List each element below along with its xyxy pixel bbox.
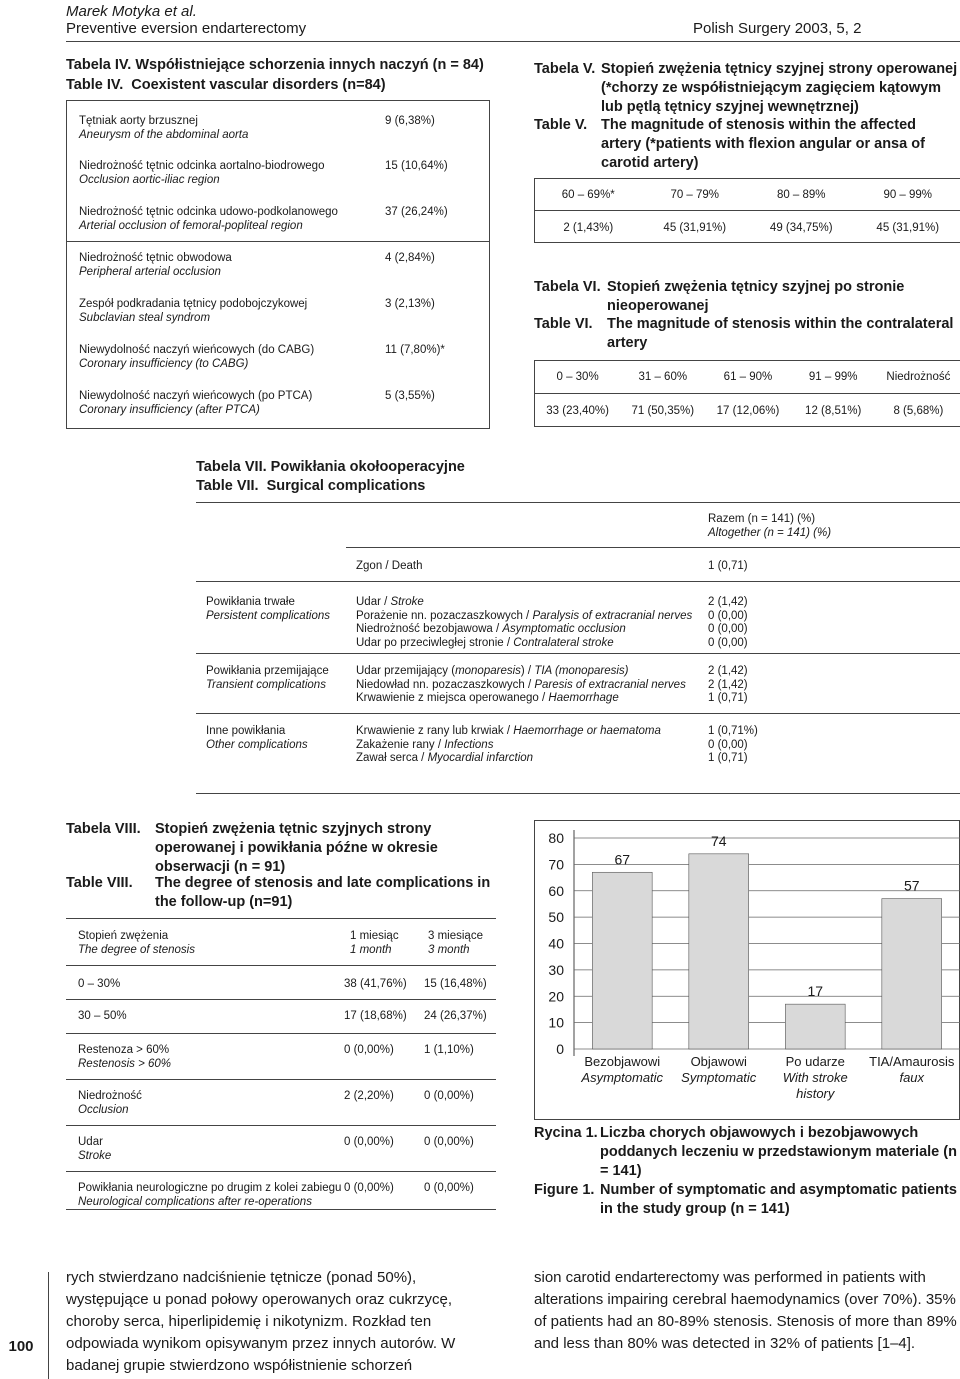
- body-text-right: sion carotid endarterectomy was performed in patients with alterations impairing cerebral haemodynamics (over 70%). 35% of patients had an 80-89% stenosis. Stenosis of more than 89% and less than 80% was detected in 32% of patients [1–4].: [534, 1269, 957, 1352]
- table8-row-label-pl: 0 – 30%: [78, 978, 121, 990]
- table4-row-label-pl: Niewydolność naczyń wieńcowych (do CABG): [79, 344, 315, 356]
- table8-col2-pl: 3 miesiące: [428, 930, 483, 942]
- table8-rule: [66, 1171, 496, 1172]
- table8-rule: [66, 999, 496, 1000]
- table7-item-value: 1 (0,71): [708, 692, 748, 704]
- table4-row-label-en: Peripheral arterial occlusion: [79, 266, 221, 278]
- table7-item-pl2: ) /: [520, 665, 535, 677]
- page-number: 100: [8, 1338, 34, 1355]
- table4-row-label-en: Arterial occlusion of femoral-popliteal region: [79, 220, 303, 232]
- table7: [196, 502, 960, 794]
- table8-row-v1: 38 (41,76%): [344, 978, 407, 990]
- table6-header-cell: 0 – 30%: [556, 371, 599, 383]
- table6-label-pl: Tabela VI.: [534, 279, 601, 295]
- table8-row-label-en: Restenosis > 60%: [78, 1058, 172, 1070]
- table8-label-pl: Tabela VIII.: [66, 821, 141, 837]
- table4-rule: [67, 241, 489, 242]
- table7-item-value: 1 (0,71): [708, 752, 748, 764]
- bar: [592, 872, 652, 1049]
- table5-label-pl: Tabela V.: [534, 61, 596, 77]
- table8-row-v2: 0 (0,00%): [424, 1090, 474, 1102]
- header-author: Marek Motyka et al.: [66, 3, 197, 20]
- table5-caption-pl: [534, 60, 960, 117]
- table4: [66, 100, 490, 429]
- table8-col1-en: 1 month: [350, 944, 392, 956]
- table7-group-label-en: Transient complications: [206, 679, 326, 691]
- table7-rule-1: [346, 547, 960, 548]
- table5-label-en: Table V.: [534, 117, 588, 133]
- table7-item-en: Paralysis of extracranial nerves: [532, 609, 693, 622]
- bar-value-label: 74: [710, 832, 727, 849]
- table5: [534, 178, 960, 243]
- table7-item-value: 2 (1,42): [708, 596, 748, 608]
- bar: [882, 899, 942, 1049]
- table6: [534, 360, 960, 427]
- table8-text-en: The degree of stenosis and late complications in the follow-up (n=91): [155, 875, 491, 910]
- header-journal: Polish Surgery 2003, 5, 2: [693, 20, 862, 37]
- table8-row-label-pl: Niedrożność: [78, 1090, 142, 1102]
- table8-row-label-en: Stroke: [78, 1150, 112, 1162]
- x-category-label-en: history: [796, 1086, 835, 1101]
- table6-text-en: The magnitude of stenosis within the contralateral artery: [607, 316, 954, 351]
- figure1-label-pl: Rycina 1.: [534, 1125, 598, 1141]
- table7-item-value: 1 (0,71%): [708, 725, 758, 737]
- y-tick-label: 50: [548, 909, 564, 926]
- bar-value-label: 17: [807, 983, 824, 1000]
- y-tick-label: 80: [548, 830, 564, 846]
- table7-item-en: Stroke: [390, 596, 424, 608]
- table5-header-cell: 70 – 79%: [670, 189, 720, 201]
- header-rule: [66, 41, 960, 42]
- table4-row-label-en: Coronary insufficiency (to CABG): [79, 358, 249, 370]
- bar: [785, 1004, 845, 1049]
- table8-row-v2: 0 (0,00%): [424, 1182, 474, 1194]
- table8-row-v2: 24 (26,37%): [424, 1010, 487, 1022]
- table7-item-value: 2 (1,42): [708, 665, 748, 677]
- table4-row-label-en: Aneurysm of the abdominal aorta: [79, 129, 249, 141]
- table6-value-cell: 8 (5,68%): [893, 405, 944, 417]
- table8-text-pl: Stopień zwężenia tętnic szyjnych strony operowanej i powikłania późne w okresie obserwacji (n = 91): [155, 821, 438, 875]
- table8-rule: [66, 1079, 496, 1080]
- table8-row-label-pl: Powikłania neurologiczne po drugim z kolei zabiegu: [78, 1182, 342, 1194]
- x-category-label-en: Symptomatic: [681, 1070, 757, 1085]
- figure1-caption-en: [534, 1181, 960, 1219]
- table4-row-value: 9 (6,38%): [385, 115, 435, 127]
- table7-item-value: 0 (0,00): [708, 609, 748, 622]
- x-category-label-pl: TIA/Amaurosis: [869, 1054, 955, 1069]
- x-category-label-pl: Bezobjawowi: [584, 1054, 661, 1069]
- y-tick-label: 70: [548, 856, 564, 873]
- table7-item-pl: Niedrożność bezobjawowa /: [356, 623, 503, 635]
- table7-group-label-pl: Powikłania trwałe: [206, 596, 295, 608]
- table7-item-pl: Niedowład nn. pozaczaszkowych /: [356, 678, 535, 691]
- table4-row-label-pl: Niedrożność tętnic obwodowa: [79, 252, 232, 264]
- table8-rule: [66, 965, 496, 966]
- table4-row-value: 11 (7,80%)*: [385, 344, 445, 356]
- table4-caption-pl: Tabela IV. Współistniejące schorzenia innych naczyń (n = 84): [66, 57, 484, 73]
- table6-label-en: Table VI.: [534, 316, 593, 332]
- table7-item: [356, 636, 614, 650]
- table6-caption-pl: [534, 278, 960, 316]
- table8-row-label-pl: 30 – 50%: [78, 1010, 127, 1022]
- table5-header-cell: 60 – 69%*: [561, 189, 615, 201]
- table8-col2-en: 3 month: [428, 944, 470, 956]
- table6-value-cell: 12 (8,51%): [805, 405, 862, 417]
- table4-row-value: 5 (3,55%): [385, 390, 435, 402]
- table7-item-pl: Zakażenie rany /: [356, 738, 445, 751]
- table8-head-en: The degree of stenosis: [78, 944, 195, 956]
- table8-row-v2: 15 (16,48%): [424, 978, 487, 990]
- table6-value-cell: 17 (12,06%): [716, 405, 780, 417]
- table6-header-cell: Niedrożność: [886, 371, 951, 383]
- x-category-label-en: faux: [899, 1070, 925, 1085]
- table4-row-value: 37 (26,24%): [385, 206, 448, 218]
- table4-row-label-en: Coronary insufficiency (after PTCA): [79, 404, 260, 416]
- table4-caption-en: Table IV. Coexistent vascular disorders (n=84): [66, 77, 386, 93]
- y-tick-label: 0: [556, 1041, 564, 1057]
- table7-item-pl: Krwawienie z miejsca operowanego /: [356, 692, 549, 704]
- table7-group-label-pl: Powikłania przemijające: [206, 665, 329, 677]
- table7-item-pl: Krwawienie z rany lub krwiak /: [356, 725, 514, 737]
- table5-text-pl: Stopień zwężenia tętnicy szyjnej strony operowanej (*chorzy ze współistniejącym zagięciem kątowym lub pętlą tętnicy szyjnej wewnętrznej): [601, 61, 958, 115]
- table5-value-cell: 49 (34,75%): [769, 222, 833, 234]
- table8-rule: [66, 1125, 496, 1126]
- table8-row-label-en: Occlusion: [78, 1104, 129, 1116]
- table8-row-v1: 0 (0,00%): [344, 1182, 394, 1194]
- table7-total-en: Altogether (n = 141) (%): [708, 527, 832, 539]
- table4-row-value: 15 (10,64%): [385, 160, 448, 172]
- table7-item-value: 0 (0,00): [708, 623, 748, 635]
- table7-item-en: Haemorrhage: [548, 692, 619, 704]
- table7-item-en: Asymptomatic occlusion: [502, 623, 626, 635]
- table7-group-label-en: Persistent complications: [206, 610, 330, 622]
- table6-divider: [535, 393, 960, 394]
- table7-item: [356, 595, 424, 609]
- table4-row-label-en: Subclavian steal syndrom: [79, 312, 211, 324]
- table7-total-pl: Razem (n = 141) (%): [708, 513, 816, 525]
- table7-item: [356, 751, 533, 765]
- table7-group-label-en: Other complications: [206, 739, 308, 751]
- page-number-rule: [48, 1272, 49, 1379]
- table8-row-label-en: Neurological complications after re-operations: [78, 1196, 312, 1208]
- table4-row-label-pl: Niewydolność naczyń wieńcowych (po PTCA): [79, 390, 313, 402]
- table7-item: [356, 609, 692, 623]
- table7-rule-2: [196, 581, 960, 582]
- table5-divider: [535, 210, 960, 211]
- table7-item-pl: Udar przemijający (: [356, 665, 456, 677]
- table7-item: [356, 622, 626, 636]
- table7-item: [356, 664, 628, 678]
- figure1-chart: [534, 820, 960, 1120]
- table7-group-rule: [196, 713, 960, 714]
- table8-row-v1: 17 (18,68%): [344, 1010, 407, 1022]
- table5-text-en: The magnitude of stenosis within the affected artery (*patients with flexion angular or ansa of carotid artery): [601, 117, 925, 171]
- table6-value-cell: 33 (23,40%): [546, 405, 609, 417]
- table6-caption-en: [534, 315, 960, 353]
- table7-item-en: Paresis of extracranial nerves: [534, 678, 686, 691]
- table4-row-value: 3 (2,13%): [385, 298, 435, 310]
- table7-death-val: 1 (0,71): [708, 560, 748, 572]
- figure1-caption-pl: [534, 1124, 960, 1181]
- table8-row-label-pl: Udar: [78, 1136, 103, 1148]
- table5-value-cell: 45 (31,91%): [663, 222, 727, 234]
- table7-group-label-pl: Inne powikłania: [206, 725, 286, 737]
- table8: [66, 918, 496, 1210]
- table8-caption-en: [66, 874, 496, 912]
- table4-row-label-pl: Tętniak aorty brzusznej: [79, 115, 198, 127]
- table5-value-cell: 45 (31,91%): [876, 222, 940, 234]
- table7-item-en: Myocardial infarction: [427, 752, 534, 764]
- table7-death-label: Zgon / Death: [356, 560, 423, 572]
- y-tick-label: 10: [548, 1014, 564, 1031]
- table8-row-v1: 0 (0,00%): [344, 1044, 394, 1056]
- table8-rule: [66, 1033, 496, 1034]
- table7-item-pl: Udar /: [356, 596, 391, 608]
- table6-value-cell: 71 (50,35%): [631, 405, 695, 417]
- bar-value-label: 57: [903, 877, 920, 894]
- header-title: Preventive eversion endarterectomy: [66, 20, 307, 37]
- table7-item-pl: Udar po przeciwległej stronie /: [356, 636, 514, 649]
- y-tick-label: 60: [548, 882, 564, 899]
- table5-caption-en: [534, 116, 960, 173]
- table7-caption-pl: Tabela VII. Powikłania okołooperacyjne: [196, 459, 465, 475]
- table8-row-v1: 0 (0,00%): [344, 1136, 394, 1148]
- table8-col1-pl: 1 miesiąc: [350, 930, 399, 942]
- table4-row-label-pl: Zespół podkradania tętnicy podobojczykowej: [79, 298, 308, 310]
- bar: [689, 854, 749, 1049]
- table6-text-pl: Stopień zwężenia tętnicy szyjnej po stronie nieoperowanej: [607, 279, 905, 314]
- table7-caption-en: Table VII. Surgical complications: [196, 478, 426, 494]
- y-tick-label: 30: [548, 961, 564, 978]
- table7-item-value: 0 (0,00): [708, 636, 748, 649]
- table7-item: [356, 691, 619, 705]
- figure1-label-en: Figure 1.: [534, 1182, 595, 1198]
- table7-item-pl: Porażenie nn. pozaczaszkowych /: [356, 609, 533, 622]
- table6-header-cell: 31 – 60%: [638, 371, 688, 383]
- table7-item-en: Haemorrhage or haematoma: [513, 725, 661, 737]
- table8-head-pl: Stopień zwężenia: [78, 930, 169, 942]
- x-category-label-en: Asymptomatic: [581, 1070, 664, 1085]
- table4-row-label-pl: Niedrożność tętnic odcinka udowo-podkolanowego: [79, 206, 338, 218]
- figure1-text-pl: Liczba chorych objawowych i bezobjawowych poddanych leczeniu w przedstawionym materiale (n = 141): [600, 1125, 957, 1179]
- table5-header-cell: 90 – 99%: [883, 189, 933, 201]
- table5-value-cell: 2 (1,43%): [563, 222, 614, 234]
- table7-item-en: monoparesis: [455, 665, 521, 677]
- table7-item-value: 2 (1,42): [708, 678, 748, 691]
- table8-row-v2: 1 (1,10%): [424, 1044, 474, 1056]
- table7-item: [356, 678, 686, 692]
- table7-item-en2: TIA (monoparesis): [534, 665, 629, 677]
- table6-header-cell: 61 – 90%: [723, 371, 773, 383]
- x-category-label-en: With stroke: [782, 1070, 848, 1085]
- body-text-left: rych stwierdzano nadciśnienie tętnicze (ponad 50%), występujące u ponad połowy operowanych oraz cukrzycę, choroby serca, hiperlipidemię i nikotynizm. Rozkład ten odpowiada wynikom opisywanym przez innych autorów. W badanej grupie stwierdzono współistnienie schorzeń: [66, 1269, 456, 1374]
- table7-item: [356, 738, 493, 752]
- x-category-label-pl: Po udarze: [785, 1054, 845, 1069]
- table8-row-v1: 2 (2,20%): [344, 1090, 394, 1102]
- table6-header-cell: 91 – 99%: [808, 371, 858, 383]
- table5-header-cell: 80 – 89%: [776, 189, 826, 201]
- table7-item: [356, 724, 661, 738]
- table8-caption-pl: [66, 820, 496, 877]
- table4-row-label-pl: Niedrożność tętnic odcinka aortalno-biodrowego: [79, 160, 325, 172]
- table8-row-label-pl: Restenoza > 60%: [78, 1044, 170, 1056]
- table4-row-value: 4 (2,84%): [385, 252, 435, 264]
- table7-item-en: Infections: [444, 738, 494, 751]
- table7-item-value: 0 (0,00): [708, 738, 748, 751]
- table7-item-pl: Zawał serca /: [356, 752, 428, 764]
- table8-row-v2: 0 (0,00%): [424, 1136, 474, 1148]
- x-category-label-pl: Objawowi: [690, 1054, 747, 1069]
- table4-row-label-en: Occlusion aortic-iliac region: [79, 174, 220, 186]
- table8-label-en: Table VIII.: [66, 875, 133, 891]
- y-tick-label: 40: [548, 935, 564, 952]
- table7-group-rule: [196, 653, 960, 654]
- bar-value-label: 67: [614, 851, 631, 868]
- y-tick-label: 20: [548, 988, 564, 1005]
- table7-item-en: Contralateral stroke: [513, 636, 614, 649]
- figure1-text-en: Number of symptomatic and asymptomatic patients in the study group (n = 141): [600, 1182, 957, 1217]
